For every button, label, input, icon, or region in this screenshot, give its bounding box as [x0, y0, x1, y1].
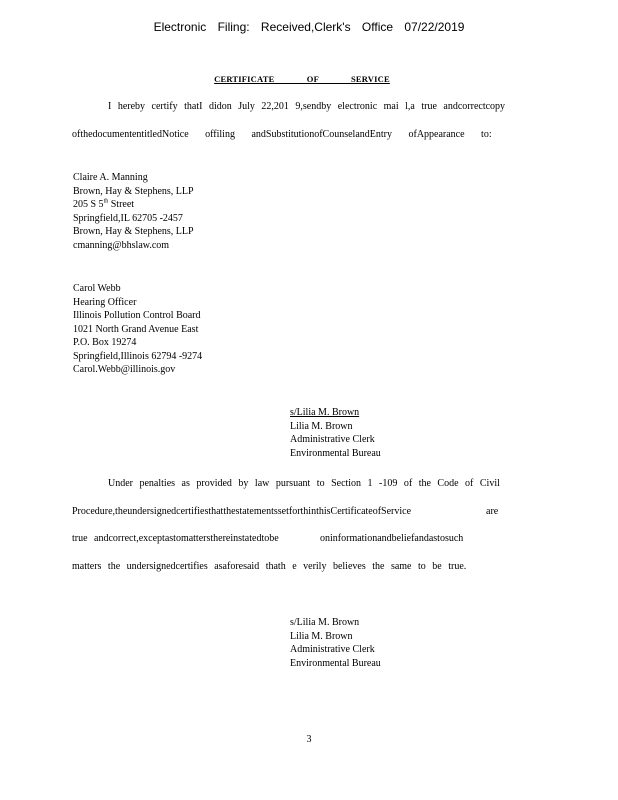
signature-line: s/Lilia M. Brown: [290, 617, 360, 628]
signer-dept: Environmental Bureau: [290, 657, 381, 669]
recipient-webb: [73, 282, 202, 377]
certificate-title-text: CERTIFICATE OF SERVICE: [214, 74, 390, 84]
intro-line-1: I hereby certify thatI didon July 22,201 9,sendby electronic mai l,a true andcorrectcopy: [108, 101, 506, 112]
recipient-firm: Brown, Hay & Stephens, LLP: [73, 185, 194, 197]
recipient-name: Carol Webb: [73, 283, 121, 294]
signer-title: Administrative Clerk: [290, 434, 375, 445]
signer-name: Lilia M. Brown: [290, 630, 353, 642]
recipient-org: Illinois Pollution Control Board: [73, 310, 201, 321]
street-number: 205 S 5: [73, 199, 104, 210]
penalty-line-1: Under penalties as provided by law pursuant to Section 1 -109 of the Code of Civil: [108, 478, 500, 489]
recipient-title: Hearing Officer: [73, 296, 137, 308]
recipient-firm-repeat: Brown, Hay & Stephens, LLP: [73, 226, 194, 237]
signer-name: Lilia M. Brown: [290, 420, 353, 432]
penalty-line-4: matters the undersignedcertifies asaforesaid thath e verily believes the same to be true.: [72, 561, 467, 572]
penalty-line-2-end: are: [486, 506, 499, 517]
recipient-name: Claire A. Manning: [73, 172, 148, 183]
recipient-city: Springfield,IL 62705 -2457: [73, 212, 183, 224]
signature-block-1: [290, 406, 381, 460]
recipient-email: cmanning@bhslaw.com: [73, 239, 170, 251]
page-number: 3: [306, 734, 312, 745]
recipient-street: 1021 North Grand Avenue East: [73, 323, 199, 335]
recipient-po-box: P.O. Box 19274: [73, 337, 137, 348]
recipient-street: [73, 198, 194, 212]
efiling-header: Electronic Filing: Received,Clerk's Office 07/22/2019: [153, 20, 465, 34]
intro-line-2: ofthedocumententitledNotice offiling andSubstitutionofCounselandEntry ofAppearance to:: [72, 129, 492, 140]
signature-block-2: [290, 616, 381, 670]
signer-title: Administrative Clerk: [290, 644, 375, 655]
recipient-city: Springfield,Illinois 62794 -9274: [73, 350, 203, 362]
penalty-line-3: true andcorrect,exceptastomattersthereinstatedtobe: [72, 533, 279, 544]
penalty-line-3-end: oninformationandbeliefandastosuch: [320, 533, 464, 544]
recipient-manning: [73, 171, 194, 252]
signature-line: s/Lilia M. Brown: [290, 407, 360, 418]
penalty-line-2: Procedure,theundersignedcertifiesthatthestatementssetforthinthisCertificateofService: [72, 506, 412, 517]
street-word: Street: [110, 199, 135, 210]
signer-dept: Environmental Bureau: [290, 447, 381, 459]
recipient-email: Carol.Webb@illinois.gov: [73, 364, 176, 375]
street-ordinal: th: [103, 198, 109, 205]
certificate-title: [0, 74, 618, 85]
